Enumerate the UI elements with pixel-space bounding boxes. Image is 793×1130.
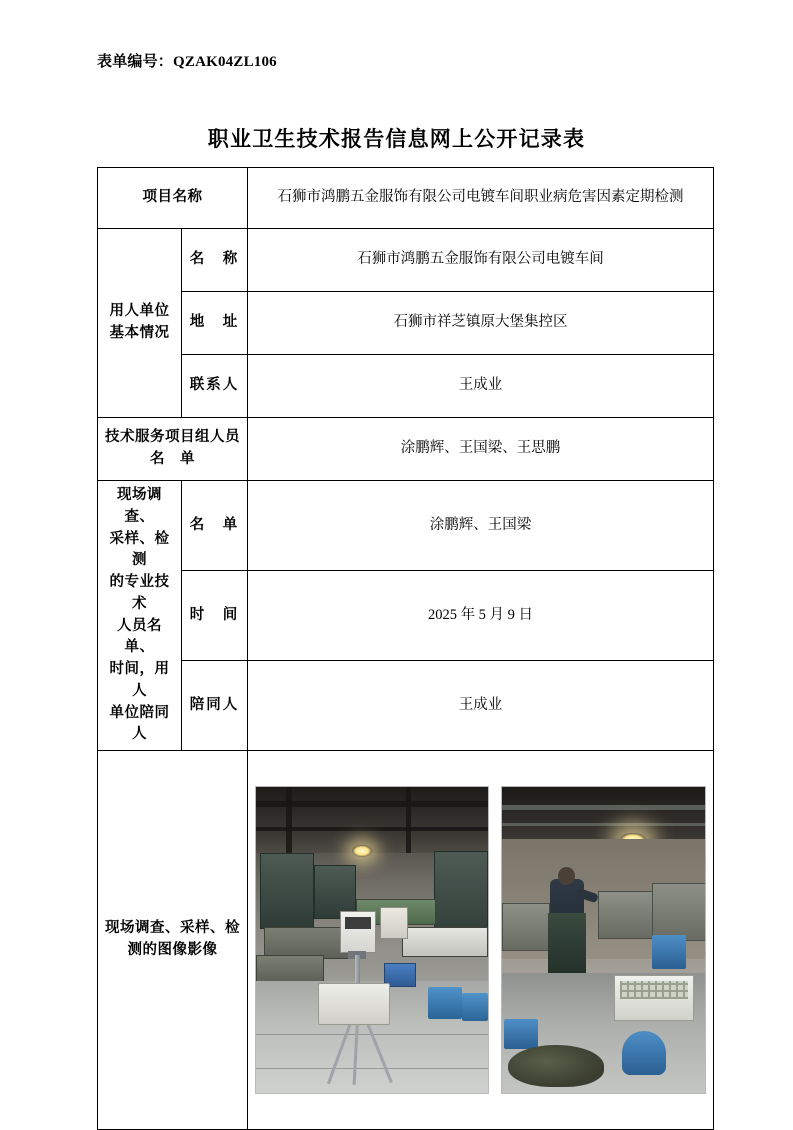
table-row-project-name — [98, 168, 714, 229]
form-code: 表单编号：QZAK04ZL106 — [97, 54, 277, 70]
photo1-lamp — [352, 845, 372, 857]
survey-label-line-2: 的专业技术 — [109, 574, 170, 612]
photo1-sampler-device-2 — [380, 907, 408, 939]
table-row-team — [98, 418, 714, 481]
images-cell — [248, 751, 714, 1130]
photo2-tank-2 — [652, 883, 706, 941]
photo-row — [254, 786, 707, 1094]
employer-row-2-value: 王成业 — [248, 355, 714, 418]
photo1-bucket-1 — [428, 987, 462, 1019]
employer-label — [98, 229, 182, 418]
employer-label-line2: 基本情况 — [109, 325, 170, 341]
employer-row-0-value: 石狮市鸿鹏五金服饰有限公司电镀车间 — [248, 229, 714, 292]
table-row-survey-names — [98, 481, 714, 571]
employer-row-0-label: 名 称 — [182, 229, 248, 292]
team-label-line1: 技术服务项目组人员 — [105, 429, 240, 446]
images-label-line1: 现场调查、采样、检 — [105, 920, 240, 937]
survey-label — [98, 481, 182, 751]
photo2-worker-apron — [548, 913, 586, 975]
survey-row-2-value: 王成业 — [248, 661, 714, 751]
photo2-parts-crate — [614, 975, 694, 1021]
table-row-employer-address — [98, 292, 714, 355]
table-row-survey-date — [98, 571, 714, 661]
photo2-metal-scrap — [508, 1045, 604, 1087]
team-value: 涂鹏辉、王国梁、王思鹏 — [248, 418, 714, 481]
photo1-column-1 — [286, 787, 292, 853]
survey-row-1-value: 2025 年 5 月 9 日 — [248, 571, 714, 661]
employer-row-1-label: 地 址 — [182, 292, 248, 355]
photo2-tank-1 — [598, 891, 660, 939]
survey-label-line-5: 单位陪同人 — [109, 704, 170, 743]
employer-row-1-value: 石狮市祥芝镇原大堡集控区 — [248, 292, 714, 355]
survey-row-0-value: 涂鹏辉、王国梁 — [248, 481, 714, 571]
photo2-ceiling — [502, 787, 705, 839]
photo2-worker-head — [558, 867, 575, 885]
photo2-pipe-1 — [502, 805, 705, 810]
photo-worker-tank — [501, 786, 706, 1094]
photo2-crate-grid — [620, 981, 688, 999]
photo1-tank-right — [402, 927, 488, 957]
survey-label-line-3: 人员名单、 — [117, 617, 162, 656]
photo1-tank-front — [256, 955, 324, 983]
survey-row-2-label: 陪同人 — [182, 661, 248, 751]
table-row-employer-name — [98, 229, 714, 292]
survey-row-0-label: 名 单 — [182, 481, 248, 571]
photo1-sampler-device — [340, 911, 376, 953]
project-name-value: 石狮市鸿鹏五金服饰有限公司电镀车间职业病危害因素定期检测 — [248, 168, 714, 229]
photo2-bucket-2 — [622, 1031, 666, 1075]
photo1-machine-left — [260, 853, 314, 929]
page-title: 职业卫生技术报告信息网上公开记录表 — [207, 127, 586, 151]
images-label — [98, 751, 248, 1130]
table-row-employer-contact — [98, 355, 714, 418]
images-label-line2: 测的图像影像 — [127, 942, 218, 958]
photo1-bucket-2 — [462, 993, 488, 1021]
photo2-bucket-3 — [504, 1019, 538, 1049]
photo2-pipe-2 — [502, 823, 705, 826]
survey-label-line-4: 时间，用人 — [109, 661, 170, 699]
team-label — [98, 418, 248, 481]
table-row-images — [98, 751, 714, 1130]
photo1-floor-line-2 — [256, 1068, 488, 1069]
survey-label-line-0: 现场调查、 — [117, 487, 162, 525]
photo2-bucket-1 — [652, 935, 686, 969]
photo1-basin — [318, 983, 390, 1025]
table-row-survey-escort — [98, 661, 714, 751]
record-table — [97, 167, 714, 1130]
employer-row-2-label: 联系人 — [182, 355, 248, 418]
photo1-column-2 — [406, 787, 411, 853]
survey-label-line-1: 采样、检测 — [109, 530, 170, 569]
project-name-label: 项目名称 — [98, 168, 248, 229]
photo2-tank-3 — [502, 903, 550, 951]
photo-workshop-sampling — [255, 786, 489, 1094]
survey-row-1-label: 时 间 — [182, 571, 248, 661]
team-label-line2: 名 单 — [150, 451, 195, 467]
employer-label-line1: 用人单位 — [109, 303, 170, 320]
